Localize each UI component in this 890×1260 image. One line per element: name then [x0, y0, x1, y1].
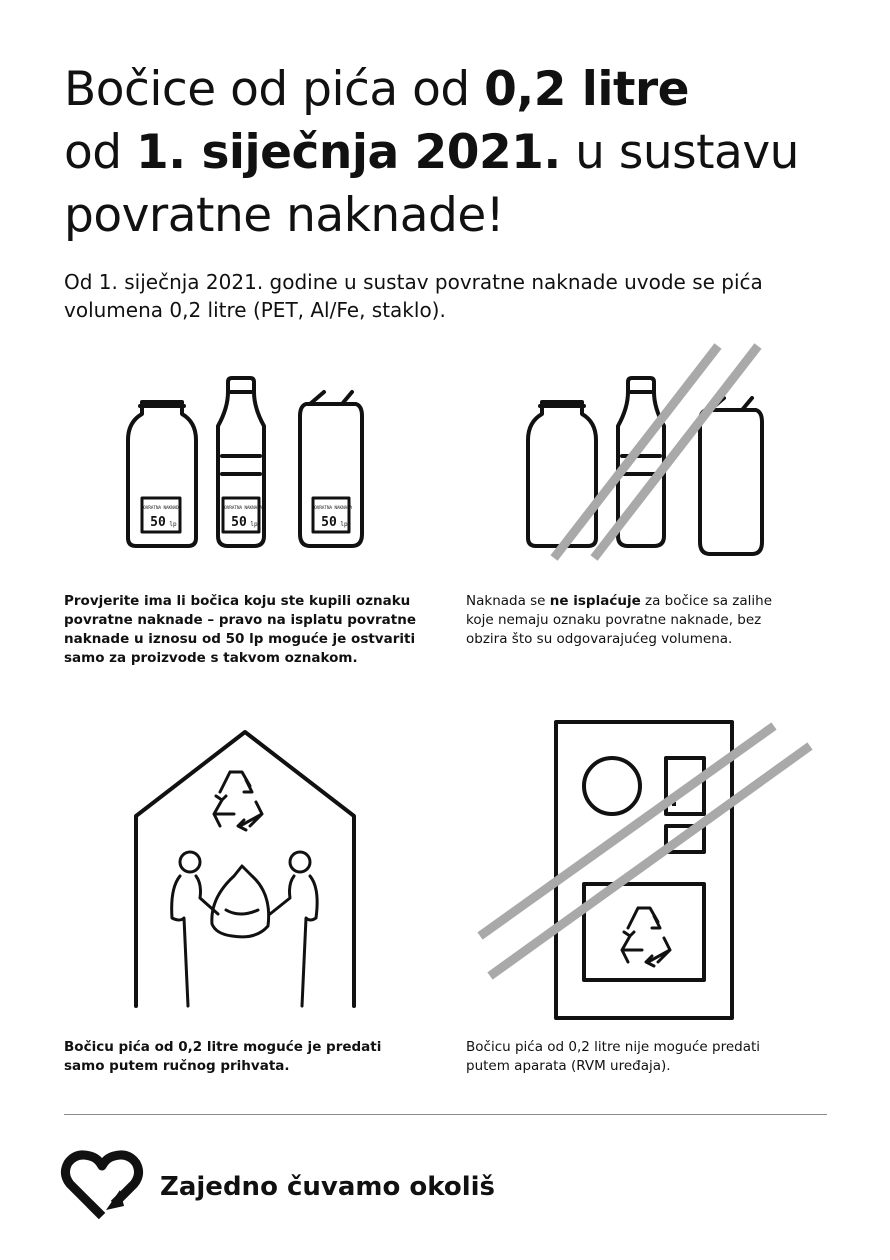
- manual-handover-illustration: [130, 728, 360, 1010]
- deposit-label-price: 50: [150, 515, 166, 530]
- strike-hatching: [480, 726, 810, 976]
- glass-bottle-icon: [528, 402, 596, 546]
- can-icon: [700, 398, 762, 554]
- headline-line-3: povratne naknade!: [64, 188, 505, 243]
- headline: [64, 58, 864, 247]
- headline-line-2: od 1. siječnja 2021. u sustavu: [64, 125, 799, 180]
- heart-recycle-icon: [62, 1150, 142, 1222]
- deposit-label-title: POVRATNA NAKNADA: [221, 505, 263, 510]
- strike-hatching: [554, 346, 758, 558]
- footer-slogan: Zajedno čuvamo okoliš: [160, 1172, 496, 1202]
- footer-divider: [64, 1114, 827, 1115]
- deposit-label-title: POVRATNA NAKNADA: [311, 505, 353, 510]
- person-right-icon: [270, 852, 317, 1006]
- caption-top-left: Provjerite ima li bočica koju ste kupili oznaku povratne naknade – pravo na isplatu povratne naknade u iznosu od 50 lp moguće je ostvariti samo za proizvode s takvom oznakom.: [64, 593, 416, 666]
- deposit-label-unit: lp: [250, 521, 258, 528]
- deposit-label-unit: lp: [169, 521, 177, 528]
- caption-top-right: Naknada se ne isplaćuje za bočice sa zalihe koje nemaju oznaku povratne naknade, bez obzira što su odgovarajućeg volumena.: [466, 593, 773, 647]
- deposit-label-price: 50: [321, 515, 337, 530]
- deposit-label-unit: lp: [340, 521, 348, 528]
- headline-line-1: Bočice od pića od 0,2 litre: [64, 62, 690, 117]
- recycle-icon: [214, 772, 262, 830]
- intro-text: Od 1. siječnja 2021. godine u sustav povratne naknade uvode se pića volumena 0,2 litre (PET, Al/Fe, staklo).: [64, 270, 763, 322]
- deposit-label-price: 50: [231, 515, 247, 530]
- rvm-machine-illustration: [480, 722, 820, 1022]
- bag-icon: [212, 866, 269, 937]
- caption-bottom-right: Bočicu pića od 0,2 litre nije moguće predati putem aparata (RVM uređaja).: [466, 1039, 761, 1074]
- unlabelled-containers-illustration: [520, 370, 780, 560]
- caption-bottom-left: Bočicu pića od 0,2 litre moguće je predati samo putem ručnog prihvata.: [64, 1039, 382, 1074]
- recycle-icon: [622, 908, 670, 966]
- deposit-labels: [141, 505, 353, 530]
- labelled-containers-illustration: [120, 370, 380, 560]
- person-left-icon: [172, 852, 218, 1006]
- deposit-label-title: POVRATNA NAKNADA: [140, 505, 182, 510]
